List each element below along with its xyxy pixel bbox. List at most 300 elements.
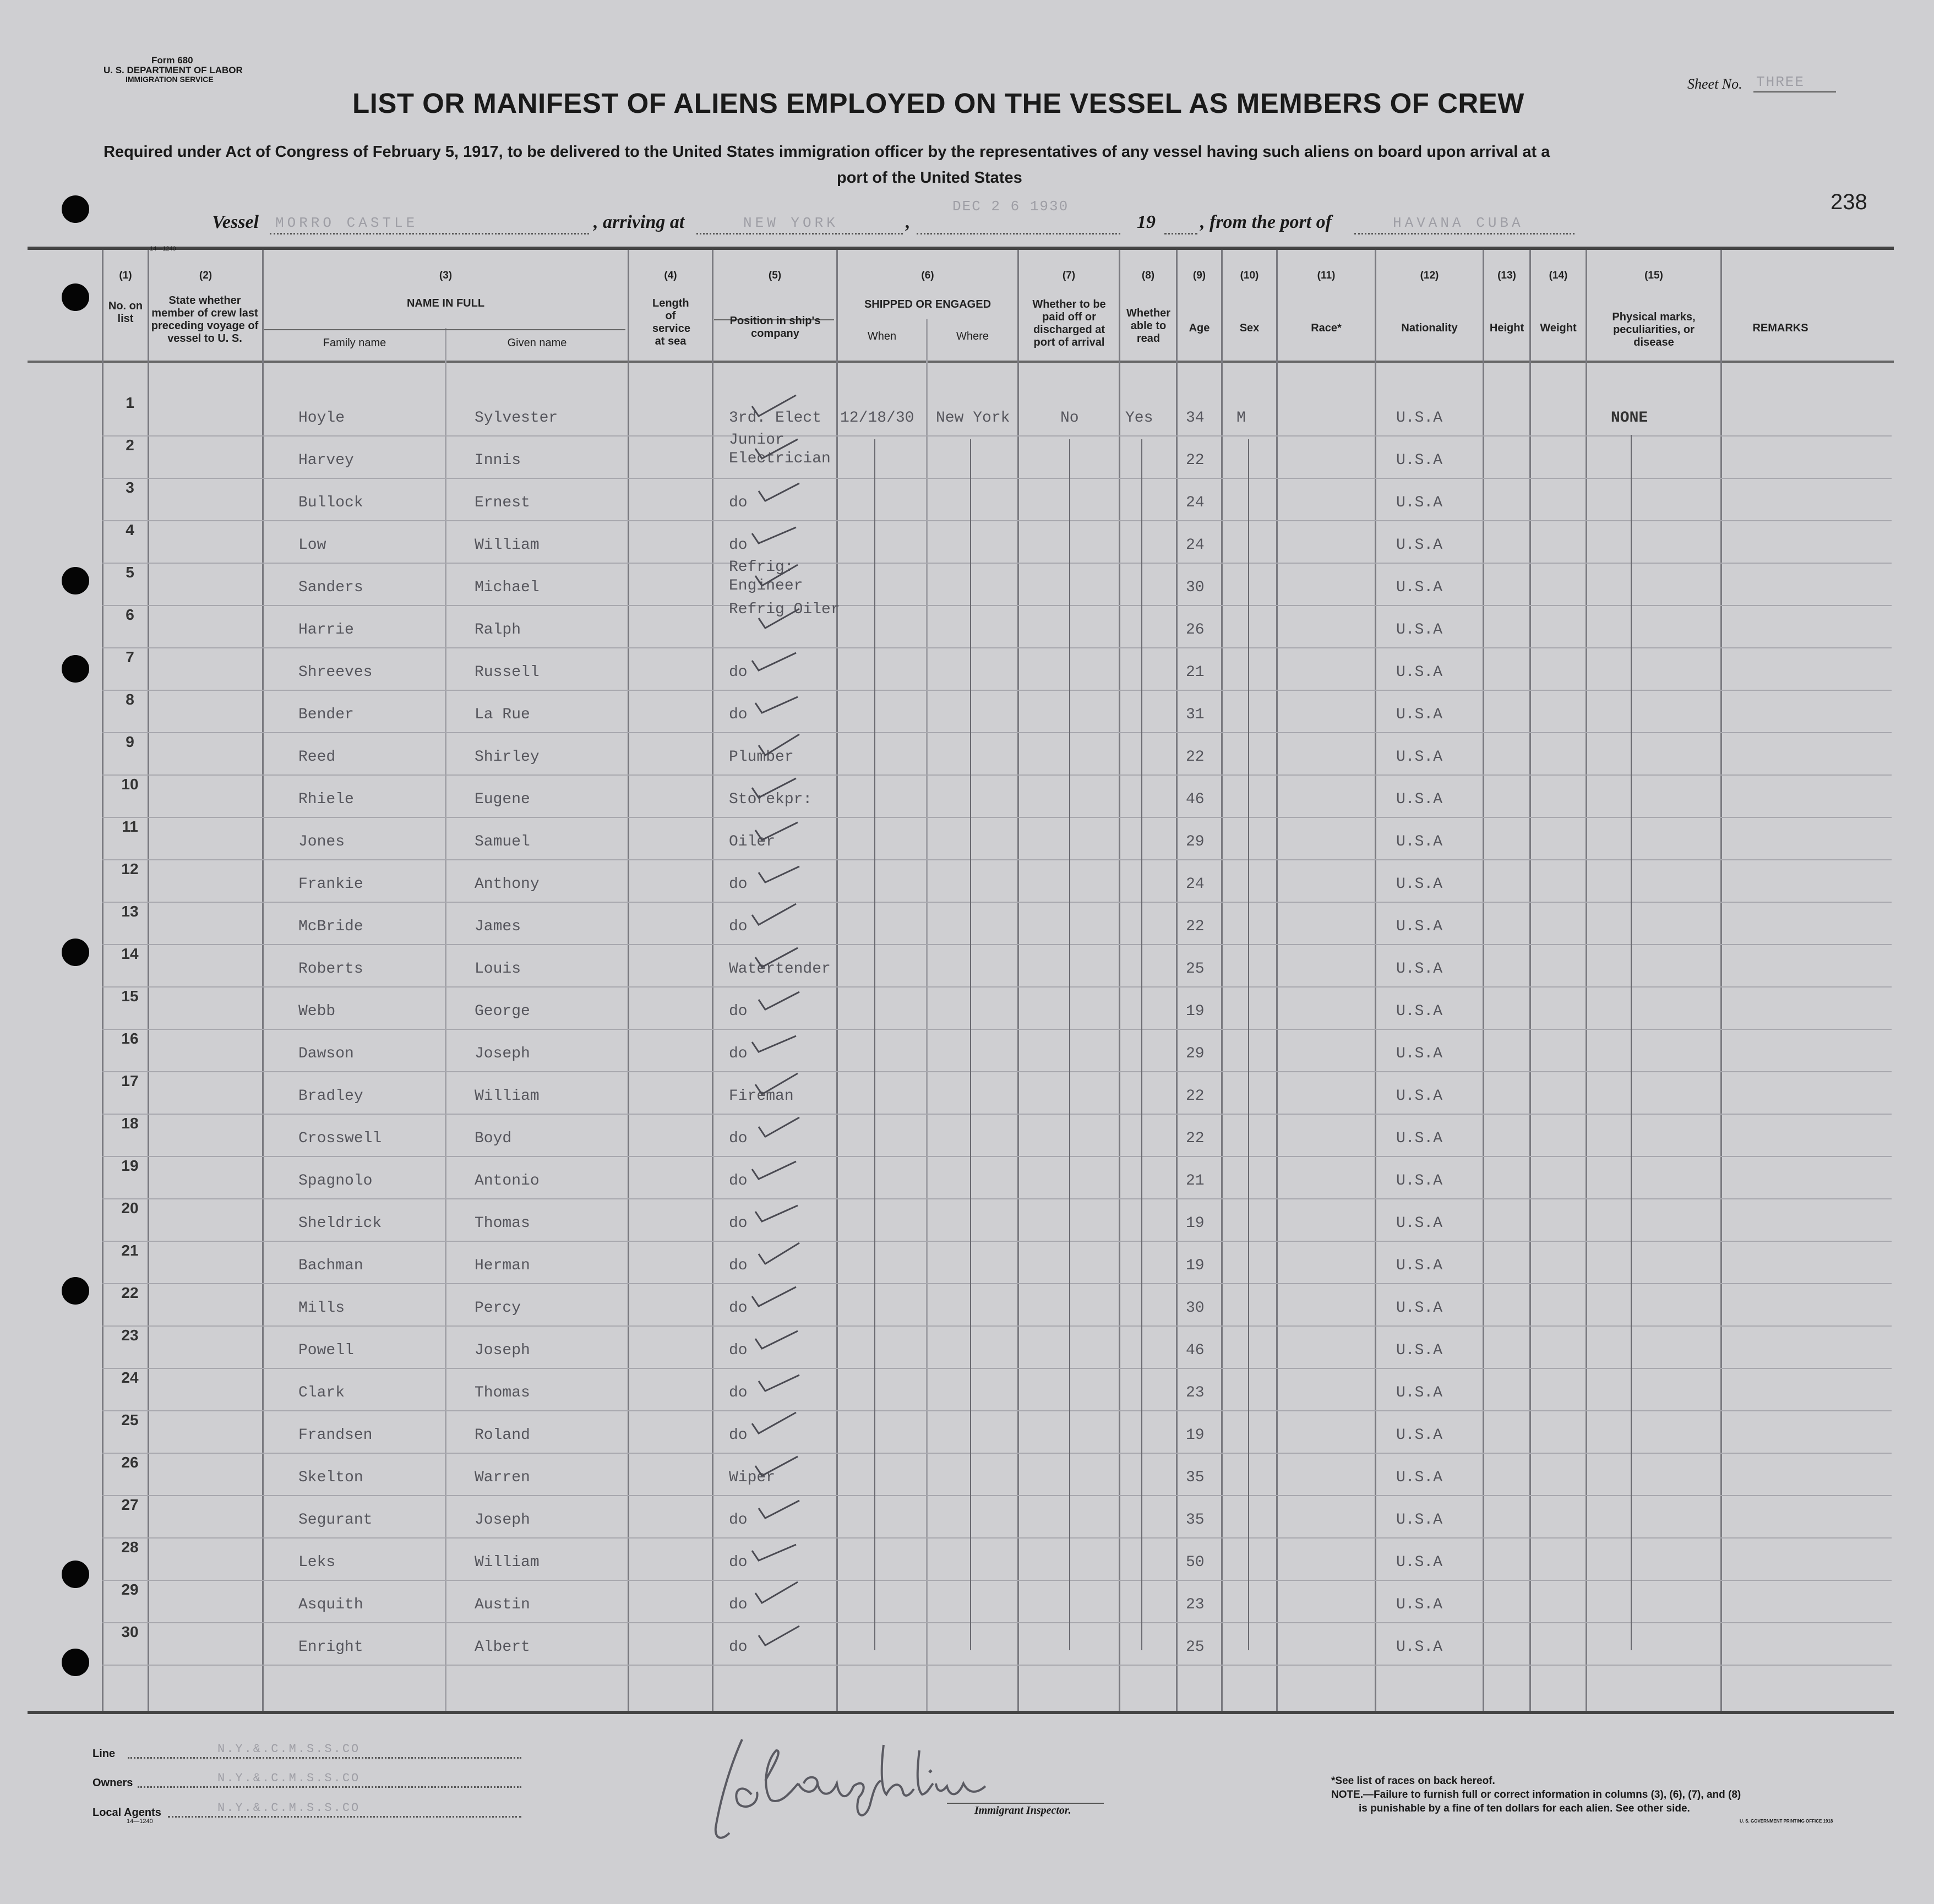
checkmark-icon <box>741 1147 807 1191</box>
given-name-cell: Antonio <box>475 1172 540 1190</box>
table-row <box>102 1284 1892 1327</box>
checkmark-icon <box>741 893 807 937</box>
age-cell: 29 <box>1186 833 1205 850</box>
ditto-line-sex <box>1248 439 1249 1650</box>
age-cell: 26 <box>1186 621 1205 639</box>
family-name-cell: Bullock <box>298 494 363 511</box>
nationality-cell: U.S.A <box>1396 918 1443 935</box>
checkmark-icon <box>741 1020 807 1064</box>
footer-owners-label: Owners <box>92 1777 133 1789</box>
footer-agents-value: N.Y.&.C.M.S.S.CO <box>217 1801 361 1815</box>
footer-agents-rule <box>168 1816 521 1818</box>
punch-hole <box>62 939 89 966</box>
row-number: 17 <box>121 1072 139 1089</box>
age-cell: 21 <box>1186 1172 1205 1190</box>
position-cell: do <box>729 1300 748 1317</box>
subtitle-line-1: Required under Act of Congress of February 5, 1917, to be delivered to the United States immigration officer by the representatives of any vessel having such aliens on board upon arrival at a <box>103 143 1550 161</box>
position-cell: do <box>729 1257 748 1274</box>
given-name-cell: Shirley <box>475 749 540 766</box>
position-cell: do <box>729 1384 748 1401</box>
checkmark-icon <box>741 1232 807 1276</box>
col-num-6: (6) <box>921 270 934 281</box>
punch-hole <box>62 1277 89 1305</box>
position-cell: do <box>729 537 748 554</box>
col-head-physical-marks: Physical marks, peculiarities, or disease <box>1612 311 1696 348</box>
sheet-number-value: THREE <box>1756 74 1805 90</box>
nationality-cell: U.S.A <box>1396 1554 1443 1571</box>
row-number: 8 <box>126 691 134 708</box>
row-number: 1 <box>126 394 134 411</box>
col-head-name: NAME IN FULL <box>406 297 485 309</box>
age-cell: 34 <box>1186 410 1205 427</box>
col-head-age: Age <box>1189 322 1210 334</box>
year-label: 19 <box>1137 212 1156 232</box>
ditto-line-paid-off <box>1069 439 1070 1650</box>
checkmark-icon <box>741 978 807 1022</box>
table-row <box>102 945 1892 988</box>
footer-owners-rule <box>138 1786 521 1788</box>
table-top-border <box>28 247 1894 250</box>
table-row <box>102 1539 1892 1581</box>
col-head-height: Height <box>1489 322 1524 334</box>
given-name-cell: Anthony <box>475 876 540 893</box>
table-row <box>102 559 1892 606</box>
nationality-cell: U.S.A <box>1396 537 1443 554</box>
footnote-penalty-1: NOTE.—Failure to furnish full or correct information in columns (3), (6), (7), and (8) <box>1331 1789 1741 1801</box>
table-row <box>102 1623 1892 1666</box>
age-cell: 19 <box>1186 1003 1205 1020</box>
col-num-7: (7) <box>1062 270 1076 281</box>
family-name-cell: Webb <box>298 1003 336 1020</box>
family-name-cell: Low <box>298 537 326 554</box>
checkmark-icon <box>741 1317 807 1361</box>
position-cell: do <box>729 1639 748 1656</box>
nationality-cell: U.S.A <box>1396 579 1443 596</box>
form-number: Form 680 <box>151 55 193 66</box>
family-name-cell: Bachman <box>298 1257 363 1274</box>
checkmark-icon <box>741 639 807 683</box>
age-cell: 35 <box>1186 1512 1205 1529</box>
subtitle-line-2: port of the United States <box>837 169 1022 187</box>
row-number: 28 <box>121 1539 139 1556</box>
able-to-read-cell: Yes <box>1125 410 1153 427</box>
position-cell: Junior Electrician <box>729 432 831 467</box>
age-cell: 23 <box>1186 1384 1205 1401</box>
row-number: 16 <box>121 1030 139 1047</box>
given-name-cell: Percy <box>475 1300 521 1317</box>
position-cell: Watertender <box>729 961 831 978</box>
col-num-9: (9) <box>1192 270 1206 281</box>
row-number: 3 <box>126 479 134 496</box>
row-number: 10 <box>121 776 139 793</box>
sheet-number-label: Sheet No. <box>1687 76 1742 92</box>
punch-hole <box>62 283 89 311</box>
checkmark-icon <box>741 1486 807 1530</box>
ditto-line-when <box>874 439 875 1650</box>
table-row <box>102 1242 1892 1284</box>
family-name-cell: Bender <box>298 706 354 723</box>
family-name-cell: McBride <box>298 918 363 935</box>
checkmark-icon <box>741 723 807 767</box>
department-label: U. S. DEPARTMENT OF LABOR <box>103 65 243 75</box>
given-name-cell: Albert <box>475 1639 530 1656</box>
family-name-cell: Sheldrick <box>298 1215 382 1232</box>
family-name-cell: Roberts <box>298 961 363 978</box>
ditto-line-marks <box>1631 435 1632 1650</box>
row-number: 11 <box>122 818 138 835</box>
checkmark-icon <box>741 681 807 725</box>
checkmark-icon <box>741 1105 807 1149</box>
inspector-signature <box>699 1728 1040 1855</box>
family-name-cell: Leks <box>298 1554 336 1571</box>
col-num-10: (10) <box>1240 270 1259 281</box>
checkmark-icon <box>741 1359 807 1403</box>
nationality-cell: U.S.A <box>1396 1215 1443 1232</box>
checkmark-icon <box>741 469 807 513</box>
row-number: 24 <box>121 1369 139 1386</box>
col-num-15: (15) <box>1644 270 1663 281</box>
family-name-cell: Mills <box>298 1300 345 1317</box>
nationality-cell: U.S.A <box>1396 452 1443 469</box>
family-name-cell: Jones <box>298 833 345 850</box>
page-number: 238 <box>1831 190 1867 214</box>
col-head-shipped: SHIPPED OR ENGAGED <box>864 298 991 310</box>
nationality-cell: U.S.A <box>1396 1088 1443 1105</box>
row-number: 2 <box>126 437 134 454</box>
position-cell: 3rd. Elect <box>729 410 822 427</box>
col-head-length-of-service: Length of service at sea <box>652 297 690 347</box>
col-num-8: (8) <box>1141 270 1155 281</box>
punch-hole <box>62 567 89 594</box>
table-row <box>102 903 1892 945</box>
vessel-value: MORRO CASTLE <box>275 215 418 231</box>
checkmark-icon <box>741 511 807 555</box>
from-port-label: , from the port of <box>1200 212 1332 232</box>
nationality-cell: U.S.A <box>1396 1172 1443 1190</box>
position-cell: Wiper <box>729 1469 776 1486</box>
row-number: 20 <box>121 1199 139 1216</box>
position-cell: do <box>729 1512 748 1529</box>
position-cell: Refrig: Engineer <box>729 559 803 594</box>
comma: , <box>906 212 911 232</box>
age-cell: 23 <box>1186 1596 1205 1613</box>
age-cell: 46 <box>1186 1342 1205 1359</box>
nationality-cell: U.S.A <box>1396 749 1443 766</box>
row-number: 27 <box>121 1496 139 1513</box>
table-row <box>102 601 1892 648</box>
given-name-cell: William <box>475 537 540 554</box>
age-cell: 24 <box>1186 494 1205 511</box>
col-head-paid-off: Whether to be paid off or discharged at port of arrival <box>1032 298 1106 348</box>
table-row <box>102 648 1892 691</box>
position-cell: Fireman <box>729 1088 794 1105</box>
checkmark-icon <box>741 427 807 471</box>
col-head-able-to-read: Whether able to read <box>1126 307 1170 345</box>
position-cell: Storekpr: <box>729 791 813 808</box>
nationality-cell: U.S.A <box>1396 1469 1443 1486</box>
table-row <box>102 1157 1892 1199</box>
position-cell: do <box>729 1596 748 1613</box>
checkmark-icon <box>741 935 807 979</box>
checkmark-icon <box>741 384 807 428</box>
family-name-cell: Powell <box>298 1342 354 1359</box>
family-name-cell: Frankie <box>298 876 363 893</box>
position-cell: do <box>729 1554 748 1571</box>
table-row <box>102 432 1892 479</box>
age-cell: 24 <box>1186 876 1205 893</box>
row-number: 30 <box>121 1623 139 1640</box>
given-name-cell: Joseph <box>475 1512 530 1529</box>
position-cell: do <box>729 1427 748 1444</box>
nationality-cell: U.S.A <box>1396 1257 1443 1274</box>
nationality-cell: U.S.A <box>1396 833 1443 850</box>
given-name-cell: Sylvester <box>475 410 558 427</box>
checkmark-icon <box>741 1401 807 1445</box>
row-number: 21 <box>121 1242 139 1259</box>
col-num-1: (1) <box>119 270 132 281</box>
nationality-cell: U.S.A <box>1396 1300 1443 1317</box>
row-number: 13 <box>121 903 139 920</box>
position-cell: Plumber <box>729 749 794 766</box>
row-number: 29 <box>121 1581 139 1598</box>
table-row <box>102 776 1892 818</box>
checkmark-icon <box>741 1571 807 1615</box>
col-head-remarks: REMARKS <box>1752 322 1808 334</box>
table-row <box>102 521 1892 564</box>
position-cell: Refrig Oiler <box>729 601 840 618</box>
punch-hole <box>62 655 89 683</box>
table-row <box>102 818 1892 860</box>
nationality-cell: U.S.A <box>1396 1596 1443 1613</box>
row-number: 22 <box>121 1284 139 1301</box>
nationality-cell: U.S.A <box>1396 1003 1443 1020</box>
table-row <box>102 1411 1892 1454</box>
vessel-line <box>270 233 589 234</box>
age-cell: 21 <box>1186 664 1205 681</box>
row-number: 6 <box>126 606 134 623</box>
given-name-cell: Innis <box>475 452 521 469</box>
table-row <box>102 1030 1892 1072</box>
col-head-where: Where <box>956 330 989 342</box>
col-head-race: Race* <box>1311 322 1342 334</box>
nationality-cell: U.S.A <box>1396 494 1443 511</box>
table-row <box>102 1496 1892 1539</box>
given-name-cell: La Rue <box>475 706 530 723</box>
age-cell: 46 <box>1186 791 1205 808</box>
col-num-4: (4) <box>664 270 677 281</box>
given-name-cell: William <box>475 1088 540 1105</box>
age-cell: 29 <box>1186 1045 1205 1062</box>
position-cell: do <box>729 494 748 511</box>
position-cell: do <box>729 706 748 723</box>
inspector-signature-rule <box>947 1803 1104 1804</box>
row-number: 4 <box>126 521 134 538</box>
age-cell: 25 <box>1186 1639 1205 1656</box>
row-number: 26 <box>121 1454 139 1471</box>
given-name-cell: Thomas <box>475 1215 530 1232</box>
family-name-cell: Reed <box>298 749 336 766</box>
age-cell: 22 <box>1186 918 1205 935</box>
checkmark-icon <box>741 1529 807 1573</box>
col-num-3: (3) <box>439 270 453 281</box>
col-head-nationality: Nationality <box>1401 322 1458 334</box>
age-cell: 19 <box>1186 1215 1205 1232</box>
row-number: 14 <box>121 945 139 962</box>
family-name-cell: Sanders <box>298 579 363 596</box>
family-name-cell: Shreeves <box>298 664 373 681</box>
age-cell: 22 <box>1186 749 1205 766</box>
position-cell: do <box>729 1172 748 1190</box>
position-cell: Oiler <box>729 833 776 850</box>
from-port-line <box>1354 233 1575 234</box>
age-cell: 24 <box>1186 537 1205 554</box>
row-number: 18 <box>121 1115 139 1132</box>
checkmark-icon <box>741 1613 807 1657</box>
age-cell: 22 <box>1186 452 1205 469</box>
date-stamp: DEC 2 6 1930 <box>952 198 1069 215</box>
col-head-family-name: Family name <box>323 337 386 349</box>
paid-off-cell: No <box>1060 410 1079 427</box>
nationality-cell: U.S.A <box>1396 1342 1443 1359</box>
name-sub-divider <box>264 329 625 330</box>
table-row <box>102 1369 1892 1411</box>
nationality-cell: U.S.A <box>1396 1427 1443 1444</box>
footer-line-value: N.Y.&.C.M.S.S.CO <box>217 1742 361 1756</box>
row-number: 5 <box>126 564 134 581</box>
given-name-cell: Ernest <box>475 494 530 511</box>
table-row <box>102 691 1892 733</box>
age-cell: 50 <box>1186 1554 1205 1571</box>
position-cell: do <box>729 1342 748 1359</box>
col-head-weight: Weight <box>1540 322 1577 334</box>
row-rule <box>102 1665 1892 1666</box>
age-cell: 22 <box>1186 1088 1205 1105</box>
sex-cell: M <box>1236 410 1246 427</box>
row-number: 9 <box>126 733 134 750</box>
table-row <box>102 1454 1892 1496</box>
given-name-cell: Joseph <box>475 1045 530 1062</box>
checkmark-icon <box>741 850 807 894</box>
table-row <box>102 1115 1892 1157</box>
family-name-cell: Asquith <box>298 1596 363 1613</box>
row-number: 23 <box>121 1327 139 1344</box>
given-name-cell: Herman <box>475 1257 530 1274</box>
position-cell: do <box>729 876 748 893</box>
header-bottom-border <box>28 361 1894 363</box>
family-name-cell: Crosswell <box>298 1130 382 1147</box>
arriving-value: NEW YORK <box>743 215 838 231</box>
col-head-sex: Sex <box>1239 322 1260 334</box>
footer-owners-value: N.Y.&.C.M.S.S.CO <box>217 1771 361 1785</box>
age-cell: 30 <box>1186 579 1205 596</box>
nationality-cell: U.S.A <box>1396 1045 1443 1062</box>
when-cell: 12/18/30 <box>840 410 914 427</box>
table-row <box>102 1199 1892 1242</box>
given-name-cell: Samuel <box>475 833 530 850</box>
col-num-14: (14) <box>1549 270 1568 281</box>
table-row <box>102 1327 1892 1369</box>
col-head-previous-voyage: State whether member of crew last preceding voyage of vessel to U. S. <box>151 294 259 345</box>
table-row <box>102 394 1892 437</box>
nationality-cell: U.S.A <box>1396 791 1443 808</box>
checkmark-icon <box>741 808 807 852</box>
checkmark-icon <box>741 1190 807 1234</box>
age-cell: 31 <box>1186 706 1205 723</box>
checkmark-icon <box>741 1444 807 1488</box>
position-cell: do <box>729 1130 748 1147</box>
checkmark-icon <box>741 554 807 598</box>
given-name-cell: William <box>475 1554 540 1571</box>
given-name-cell: Ralph <box>475 621 521 639</box>
position-cell: do <box>729 1215 748 1232</box>
printer-imprint: U. S. GOVERNMENT PRINTING OFFICE 1918 <box>1740 1819 1833 1824</box>
family-name-cell: Spagnolo <box>298 1172 373 1190</box>
from-port-value: HAVANA CUBA <box>1393 215 1524 231</box>
footnote-penalty-2: is punishable by a fine of ten dollars for each alien. See other side. <box>1359 1803 1690 1814</box>
family-name-cell: Skelton <box>298 1469 363 1486</box>
physical-marks-cell: NONE <box>1611 410 1648 427</box>
col-num-13: (13) <box>1497 270 1516 281</box>
year-line <box>1164 233 1197 234</box>
col-head-given-name: Given name <box>507 337 567 349</box>
nationality-cell: U.S.A <box>1396 410 1443 427</box>
table-row <box>102 860 1892 903</box>
footnote-races: *See list of races on back hereof. <box>1331 1775 1495 1787</box>
checkmark-icon <box>741 766 807 810</box>
position-cell: do <box>729 664 748 681</box>
table-row <box>102 988 1892 1030</box>
inspector-label: Immigrant Inspector. <box>974 1804 1071 1816</box>
nationality-cell: U.S.A <box>1396 876 1443 893</box>
position-cell: do <box>729 1003 748 1020</box>
col-num-2: (2) <box>199 270 213 281</box>
given-name-cell: James <box>475 918 521 935</box>
row-number: 15 <box>121 988 139 1005</box>
vessel-label: Vessel <box>212 212 259 232</box>
arriving-line <box>696 233 903 234</box>
table-row <box>102 479 1892 521</box>
family-name-cell: Harvey <box>298 452 354 469</box>
nationality-cell: U.S.A <box>1396 1639 1443 1656</box>
checkmark-icon <box>741 1062 807 1106</box>
page-title: LIST OR MANIFEST OF ALIENS EMPLOYED ON THE VESSEL AS MEMBERS OF CREW <box>352 88 1524 119</box>
row-number: 25 <box>121 1411 139 1428</box>
family-name-cell: Enright <box>298 1639 363 1656</box>
table-row <box>102 1072 1892 1115</box>
family-name-cell: Dawson <box>298 1045 354 1062</box>
nationality-cell: U.S.A <box>1396 706 1443 723</box>
where-cell: New York <box>936 410 1010 427</box>
age-cell: 22 <box>1186 1130 1205 1147</box>
family-name-cell: Harrie <box>298 621 354 639</box>
given-name-cell: Thomas <box>475 1384 530 1401</box>
ditto-line-read <box>1141 439 1142 1650</box>
position-cell: do <box>729 1045 748 1062</box>
col-num-11: (11) <box>1317 270 1336 281</box>
row-number: 19 <box>121 1157 139 1174</box>
family-name-cell: Frandsen <box>298 1427 373 1444</box>
checkmark-icon <box>741 1274 807 1318</box>
row-number: 7 <box>126 648 134 665</box>
punch-hole <box>62 1649 89 1676</box>
nationality-cell: U.S.A <box>1396 1512 1443 1529</box>
col-head-no: No. on list <box>108 300 143 325</box>
checkmark-icon <box>741 596 807 640</box>
nationality-cell: U.S.A <box>1396 664 1443 681</box>
table-bottom-border <box>28 1711 1894 1714</box>
sheet-number-line <box>1753 91 1836 92</box>
row-number: 12 <box>121 860 139 877</box>
